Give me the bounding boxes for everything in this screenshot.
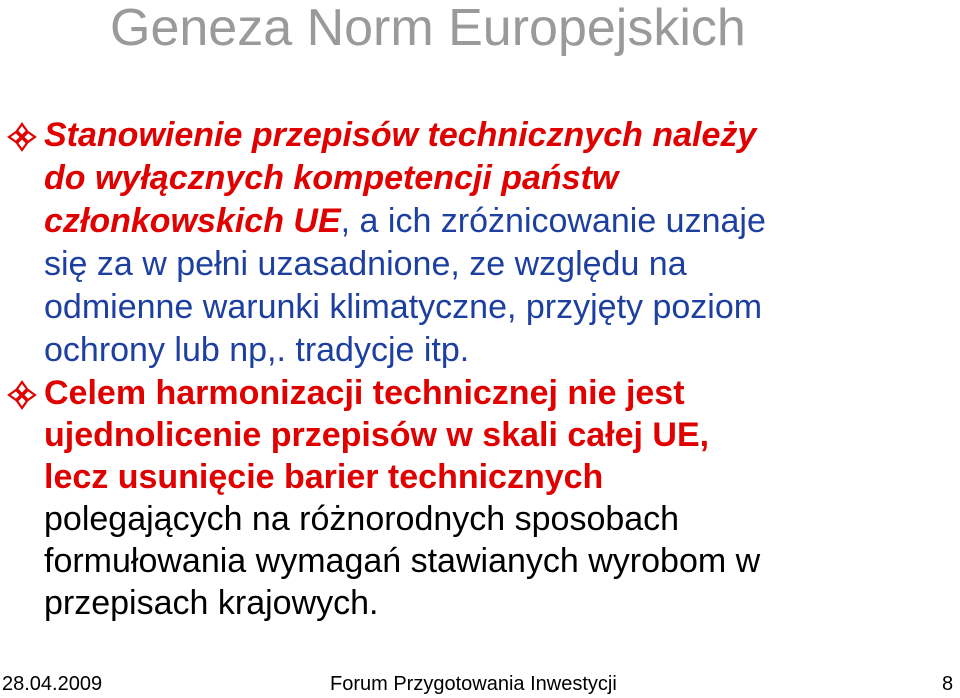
- bullet1-line5: odmienne warunki klimatyczne, przyjęty poziom: [44, 288, 763, 326]
- bullet1-line4: się za w pełni uzasadnione, ze względu na: [44, 245, 687, 283]
- bullet2-line4: polegających na różnorodnych sposobach: [44, 500, 680, 538]
- bullet1-line2: do wyłącznych kompetencji państw: [44, 159, 619, 197]
- bullet1-line3-rest: , a ich zróżnicowanie uznaje: [340, 202, 766, 240]
- bullet2-line2: ujednolicenie przepisów w skali całej UE,: [44, 416, 710, 454]
- diamond-bullet-icon: [6, 121, 38, 153]
- bullet1-line3-emphasis: członkowskich UE: [44, 202, 341, 240]
- bullet2-line5: formułowania wymagań stawianych wyrobom w: [44, 542, 761, 580]
- bullet2-line6: przepisach krajowych.: [44, 584, 379, 622]
- bullet1-line1: Stanowienie przepisów technicznych należy: [44, 116, 757, 154]
- footer-page-number: 8: [942, 673, 954, 695]
- slide-title: Geneza Norm Europejskich: [110, 0, 746, 57]
- footer-date: 28.04.2009: [2, 673, 103, 695]
- bullet2-line3: lecz usunięcie barier technicznych: [44, 458, 604, 496]
- bullet-point-1: [6, 114, 956, 372]
- footer-title: Forum Przygotowania Inwestycji: [330, 673, 617, 695]
- bullet1-line6: ochrony lub np,. tradycje itp.: [44, 331, 470, 369]
- bullet-point-2: [6, 372, 956, 624]
- bullet2-line1: Celem harmonizacji technicznej nie jest: [44, 374, 685, 412]
- diamond-bullet-icon: [6, 379, 38, 411]
